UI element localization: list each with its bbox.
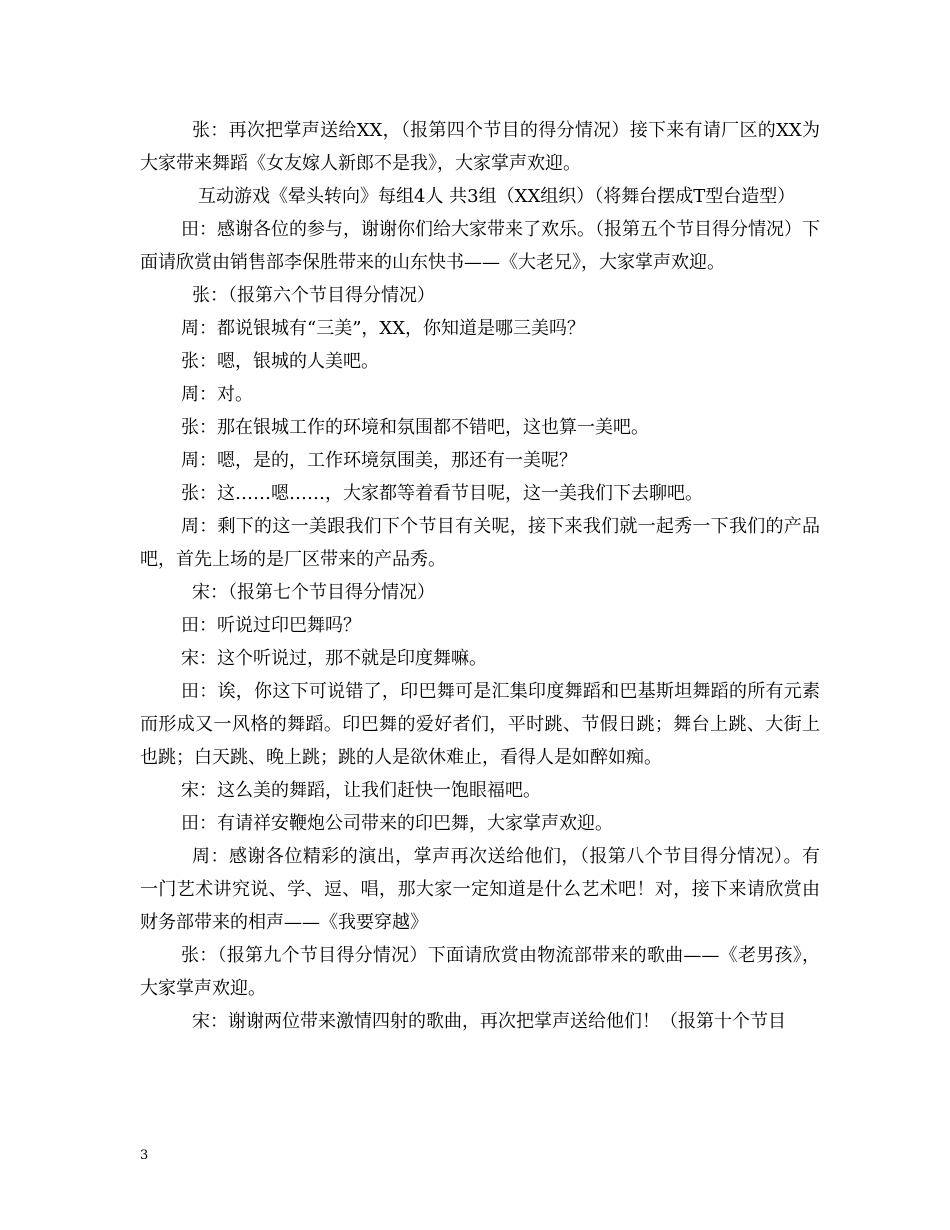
paragraph: 田：听说过印巴舞吗？ [181,615,361,636]
paragraph: 宋：（报第七个节目得分情况） [192,582,435,603]
paragraph: 宋：这么美的舞蹈，让我们赶快一饱眼福吧。 [181,780,541,801]
page-number: 3 [140,1148,149,1163]
paragraph: 张：这……嗯……，大家都等着看节目呢，这一美我们下去聊吧。 [181,483,703,504]
paragraph: 周：剩下的这一美跟我们下个节目有关呢，接下来我们就一起秀一下我们的产品吧，首先上场的是厂区带来的产品秀。 [140,516,820,570]
paragraph: 周：都说银城有“三美”，XX，你知道是哪三美吗？ [181,318,586,339]
paragraph: 张：（报第六个节目得分情况） [192,285,435,306]
paragraph: 宋：谢谢两位带来激情四射的歌曲，再次把掌声送给他们！（报第十个节目 [192,1011,786,1032]
paragraph: 张：再次把掌声送给XX，（报第四个节目的得分情况）接下来有请厂区的XX为大家带来舞蹈《女友嫁人新郎不是我》，大家掌声欢迎。 [140,120,820,174]
paragraph: 张：嗯，银城的人美吧。 [181,351,379,372]
document-body [140,114,820,1038]
paragraph: 周：感谢各位精彩的演出，掌声再次送给他们，（报第八个节目得分情况）。有一门艺术讲究说、学、逗、唱，那大家一定知道是什么艺术吧！对，接下来请欣赏由财务部带来的相声——《我要穿越》 [140,846,820,933]
paragraph: 张：那在银城工作的环境和氛围都不错吧，这也算一美吧。 [181,417,649,438]
paragraph: 田：有请祥安鞭炮公司带来的印巴舞，大家掌声欢迎。 [181,813,613,834]
paragraph: 周：嗯，是的，工作环境氛围美，那还有一美呢？ [181,450,577,471]
paragraph: 田：感谢各位的参与，谢谢你们给大家带来了欢乐。（报第五个节目得分情况）下面请欣赏由销售部李保胜带来的山东快书——《大老兄》，大家掌声欢迎。 [140,219,820,273]
paragraph: 张：（报第九个节目得分情况）下面请欣赏由物流部带来的歌曲——《老男孩》，大家掌声欢迎。 [140,945,820,999]
paragraph: 互动游戏《晕头转向》每组4人 共3组（XX组织）（将舞台摆成T型台造型） [198,186,796,207]
paragraph: 周：对。 [181,384,253,405]
paragraph: 田：诶，你这下可说错了，印巴舞可是汇集印度舞蹈和巴基斯坦舞蹈的所有元素而形成又一风格的舞蹈。印巴舞的爱好者们，平时跳、节假日跳；舞台上跳、大街上也跳；白天跳、晚上跳；跳的人是欲休难止，看得人是如醉如痴。 [140,681,820,768]
paragraph: 宋：这个听说过，那不就是印度舞嘛。 [181,648,487,669]
